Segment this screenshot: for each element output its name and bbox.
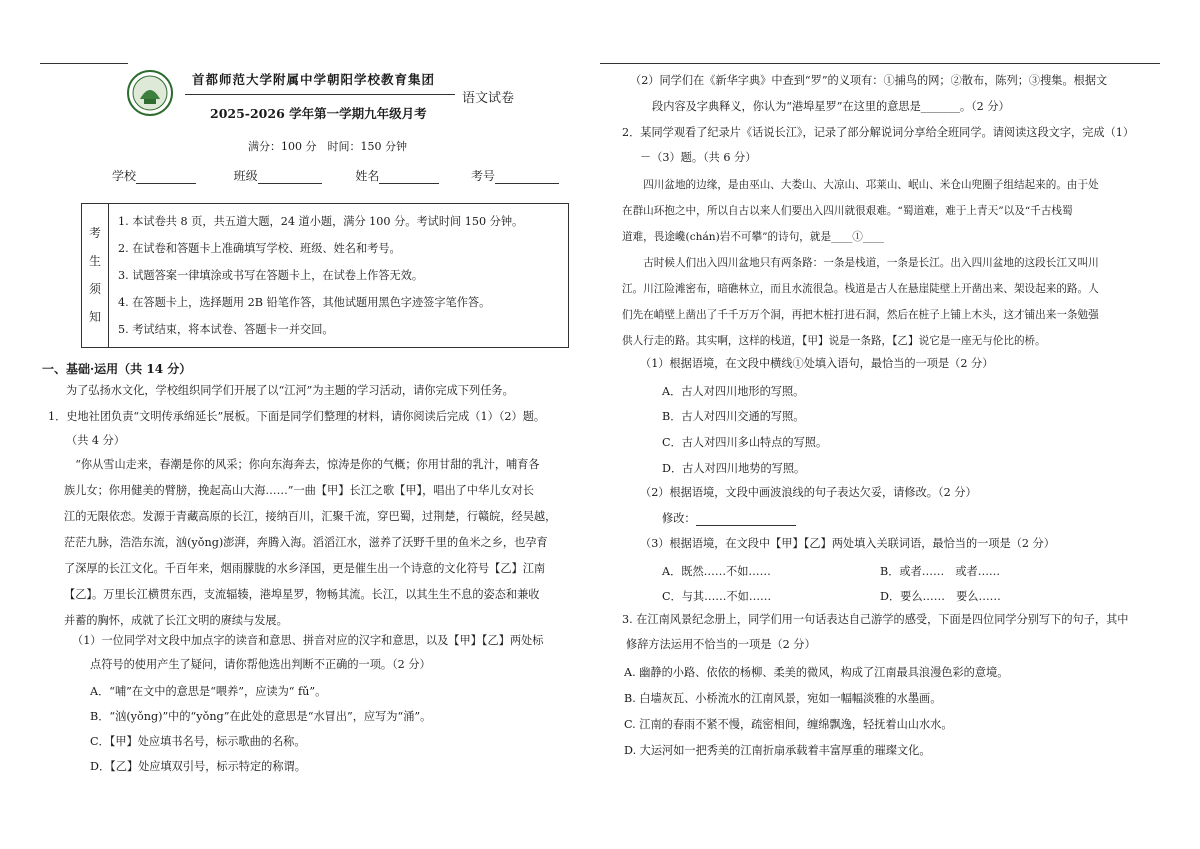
q2-3-option-c[interactable]: C．与其……不如…… bbox=[662, 590, 772, 603]
q2-1-option-b[interactable]: B．古人对四川交通的写照。 bbox=[662, 410, 805, 423]
school-logo-icon bbox=[126, 69, 174, 117]
passage2-line: 江。川江险滩密布，暗礁林立，而且水流很急。栈道是古人在悬崖陡壁上开凿出来、架设起来的路。人 bbox=[622, 283, 1099, 295]
id-blank[interactable] bbox=[495, 183, 559, 184]
passage-line: 茫茫九脉，浩浩东流，汹(yǒng)澎湃，奔腾入海。滔滔江水，滋养了沃野千里的鱼米之乡，也孕育 bbox=[64, 536, 548, 549]
q1-1-option-d[interactable]: D．【乙】处应填双引号，标示特定的称谓。 bbox=[90, 760, 306, 773]
q2-2-stem: （2）根据语境，文段中画波浪线的句子表达欠妥，请修改。（2 分） bbox=[640, 486, 977, 499]
notice-rule: 5. 考试结束，将本试卷、答题卡一并交回。 bbox=[118, 323, 334, 336]
field-label-school: 学校 bbox=[112, 169, 137, 183]
field-label-name: 姓名 bbox=[355, 169, 380, 183]
q3-stem: 3. 在江南风景纪念册上，同学们用一句话表达自己游学的感受，下面是四位同学分别写下的句子，其中 bbox=[622, 613, 1129, 626]
student-info-fields bbox=[112, 167, 559, 184]
q1-1-stem-cont: 点符号的使用产生了疑问，请你帮他选出判断不正确的一项。（2 分） bbox=[90, 658, 431, 671]
notice-box bbox=[81, 203, 569, 348]
notice-rule: 1. 本试卷共 8 页，共五道大题，24 道小题，满分 100 分。考试时间 150 分钟。 bbox=[118, 215, 524, 228]
q2-1-option-c[interactable]: C．古人对四川多山特点的写照。 bbox=[662, 436, 828, 449]
passage-line: 江的无限依恋。发源于青藏高原的长江，接纳百川，汇聚千流，穿巴蜀，过荆楚，行赣皖，经吴越， bbox=[64, 510, 557, 523]
notice-head-char: 知 bbox=[88, 310, 101, 324]
passage2-line: 道难，畏途巉(chán)岩不可攀”的诗句，就是____①____ bbox=[622, 231, 885, 243]
passage-line: 族儿女；你用健美的臂膀，挽起高山大海……”一曲【甲】长江之歌【甲】，唱出了中华儿女对长 bbox=[64, 484, 534, 497]
passage2-line: 供人行走的路。其实啊，这样的栈道，【甲】说是一条路，【乙】说它是一座无与伦比的桥。 bbox=[622, 335, 1046, 347]
q2-2-fix-row bbox=[662, 512, 796, 526]
exam-meta: 满分：100 分 时间：150 分钟 bbox=[248, 140, 407, 153]
passage-line: 并蓄的胸怀，成就了长江文明的赓续与发展。 bbox=[64, 614, 288, 627]
q1-1-option-a[interactable]: A．“哺”在文中的意思是“喂养”，应读为“ fǔ”。 bbox=[90, 685, 327, 698]
name-blank[interactable] bbox=[379, 183, 439, 184]
school-blank[interactable] bbox=[136, 183, 196, 184]
exam-title: 2025-2026 学年第一学期九年级月考 bbox=[210, 106, 427, 121]
top-rule-right bbox=[600, 63, 1160, 64]
notice-rule: 3. 试题答案一律填涂或书写在答题卡上，在试卷上作答无效。 bbox=[118, 269, 424, 282]
passage2-line: 古时候人们出入四川盆地只有两条路：一条是栈道，一条是长江。出入四川盆地的这段长江又叫川 bbox=[643, 257, 1099, 269]
q1-passage bbox=[64, 452, 584, 634]
q1-2-stem: （2）同学们在《新华字典》中查到“罗”的义项有：①捕鸟的网；②散布，陈列；③搜集。根据文 bbox=[630, 74, 1108, 87]
section-title: 一、基础·运用（共 14 分） bbox=[42, 362, 192, 376]
field-label-class: 班级 bbox=[233, 169, 258, 183]
passage2-line: 们先在峭壁上凿出了千千万万个洞，再把木桩打进石洞，然后在桩子上铺上木头，这才铺出来一条勉强 bbox=[622, 309, 1099, 321]
field-label-id: 考号 bbox=[471, 169, 496, 183]
subject-title: 语文试卷 bbox=[462, 91, 515, 106]
q2-3-option-a[interactable]: A．既然……不如…… bbox=[662, 565, 771, 578]
q2-passage bbox=[622, 172, 1162, 354]
q3-option-a[interactable]: A. 幽静的小路、依依的杨柳、柔美的微风，构成了江南最具浪漫色彩的意境。 bbox=[624, 666, 1009, 679]
notice-header bbox=[82, 204, 109, 347]
q1-stem: 1．史地社团负责“文明传承绵延长”展板。下面是同学们整理的材料，请你阅读后完成（1）（2）题。 bbox=[48, 410, 546, 423]
passage-line: “你从雪山走来，春潮是你的风采；你向东海奔去，惊涛是你的气概；你用甘甜的乳汁，哺育各 bbox=[75, 458, 540, 471]
q1-2-stem-cont: 段内容及字典释义，你认为“港埠星罗”在这里的意思是_______。（2 分） bbox=[652, 100, 1010, 113]
class-blank[interactable] bbox=[258, 183, 322, 184]
passage-line: 了深厚的长江文化。千百年来，烟雨朦胧的水乡泽国，更是催生出一个诗意的文化符号【乙】江南 bbox=[64, 562, 546, 575]
q2-1-stem: （1）根据语境，在文段中横线①处填入语句，最恰当的一项是（2 分） bbox=[640, 357, 994, 370]
q2-3-option-d[interactable]: D．要么…… 要么…… bbox=[880, 590, 1001, 603]
q2-stem: 2．某同学观看了纪录片《话说长江》，记录了部分解说词分享给全班同学。请阅读这段文字，完成（1） bbox=[622, 126, 1135, 139]
q2-stem-cont: －（3）题。（共 6 分） bbox=[640, 151, 757, 164]
q1-1-option-b[interactable]: B．“汹(yǒng)”中的“yǒng”在此处的意思是“水冒出”，应写为“涌”。 bbox=[90, 710, 432, 723]
q2-1-option-a[interactable]: A．古人对四川地形的写照。 bbox=[662, 385, 805, 398]
notice-head-char: 考 bbox=[88, 226, 101, 240]
school-name: 首都师范大学附属中学朝阳学校教育集团 bbox=[192, 72, 436, 87]
passage-line: 【乙】。万里长江横贯东西，支流辐辏，港埠星罗，物畅其流。长江，以其生生不息的姿态和兼收 bbox=[64, 588, 540, 601]
notice-rule: 4. 在答题卡上，选择题用 2B 铅笔作答，其他试题用黑色字迹签字笔作答。 bbox=[118, 296, 491, 309]
q2-2-fix-blank[interactable] bbox=[696, 525, 796, 526]
header-underline bbox=[185, 94, 455, 95]
q3-option-c[interactable]: C. 江南的春雨不紧不慢，疏密相间，缠绵飘逸，轻抚着山山水水。 bbox=[624, 718, 953, 731]
q3-stem-cont: 修辞方法运用不恰当的一项是（2 分） bbox=[626, 638, 816, 651]
q2-2-fix-label: 修改： bbox=[662, 512, 696, 525]
q2-3-stem: （3）根据语境，在文段中【甲】【乙】两处填入关联词语，最恰当的一项是（2 分） bbox=[640, 537, 1055, 550]
q3-option-d[interactable]: D. 大运河如一把秀美的江南折扇承载着丰富厚重的璀璨文化。 bbox=[624, 744, 931, 757]
q3-option-b[interactable]: B. 白墙灰瓦、小桥流水的江南风景，宛如一幅幅淡雅的水墨画。 bbox=[624, 692, 942, 705]
q2-3-option-b[interactable]: B．或者…… 或者…… bbox=[880, 565, 1001, 578]
notice-head-char: 生 bbox=[88, 254, 101, 268]
notice-rule: 2. 在试卷和答题卡上准确填写学校、班级、姓名和考号。 bbox=[118, 242, 401, 255]
notice-head-char: 须 bbox=[88, 282, 101, 296]
q2-1-option-d[interactable]: D．古人对四川地势的写照。 bbox=[662, 462, 806, 475]
passage2-line: 四川盆地的边缘，是由巫山、大娄山、大凉山、邛莱山、岷山、米仓山兜圈子组结起来的。由于处 bbox=[643, 179, 1099, 191]
q1-1-stem: （1）一位同学对文段中加点字的读音和意思、拼音对应的汉字和意思，以及【甲】【乙】两处标 bbox=[72, 634, 544, 647]
q1-1-option-c[interactable]: C．【甲】处应填书名号，标示歌曲的名称。 bbox=[90, 735, 306, 748]
section-intro: 为了弘扬水文化，学校组织同学们开展了以“江河”为主题的学习活动，请你完成下列任务。 bbox=[66, 384, 514, 397]
top-rule-left bbox=[40, 63, 128, 64]
passage2-line: 在群山环抱之中，所以自古以来人们要出入四川就很艰难。“蜀道难，难于上青天”以及“千古栈蜀 bbox=[622, 205, 1073, 217]
q1-stem-score: （共 4 分） bbox=[66, 434, 125, 447]
